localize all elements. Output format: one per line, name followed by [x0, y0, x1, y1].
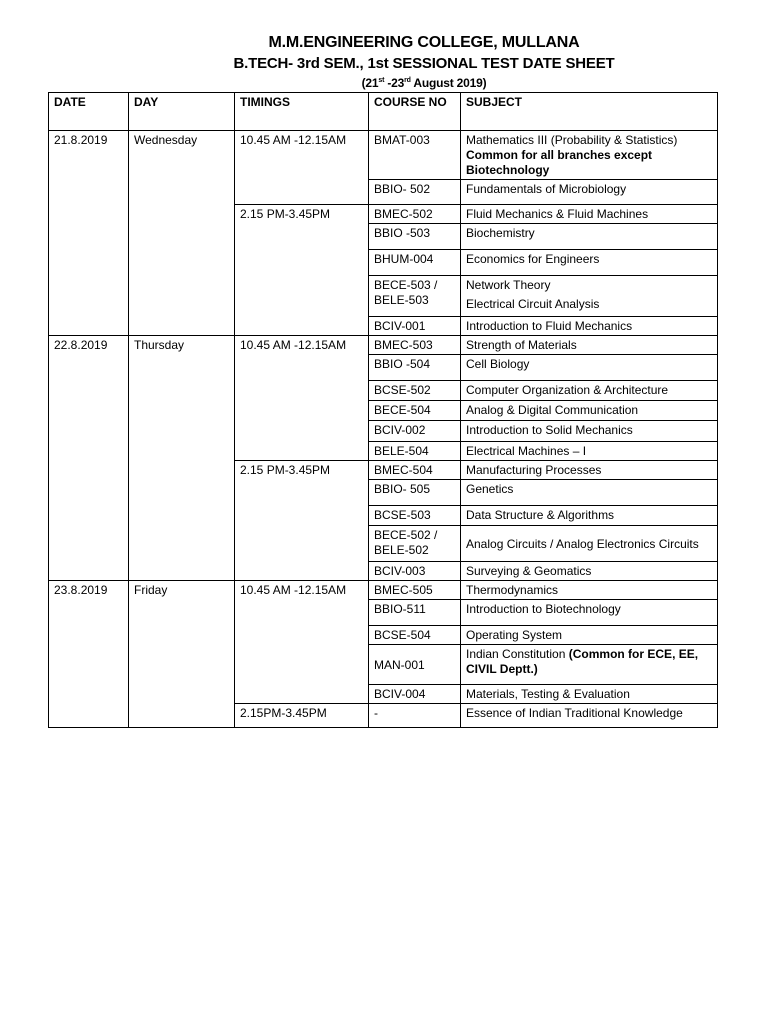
day-cell: Wednesday [129, 131, 235, 336]
course-cell: BCSE-502 [369, 381, 461, 401]
subject-cell: Introduction to Biotechnology [461, 600, 718, 626]
table-row [49, 131, 718, 180]
subject-cell: Indian Constitution (Common for ECE, EE, CIVIL Deptt.) [461, 645, 718, 685]
course-cell: BMEC-505 [369, 581, 461, 600]
course-cell: BELE-504 [369, 442, 461, 461]
subject-cell: Surveying & Geomatics [461, 562, 718, 581]
college-name: M.M.ENGINEERING COLLEGE, MULLANA [268, 34, 580, 51]
subject-cell: Cell Biology [461, 355, 718, 381]
subject-cell: Mathematics III (Probability & Statistics) Common for all branches except Biotechnology [461, 131, 718, 180]
course-cell: BBIO- 502 [369, 180, 461, 205]
subject-cell: Fluid Mechanics & Fluid Machines [461, 205, 718, 224]
day-cell: Friday [129, 581, 235, 728]
column-header-course-no: COURSE NO [369, 93, 461, 131]
date-range: (21st -23rd August 2019) [361, 76, 487, 90]
course-cell: BBIO -504 [369, 355, 461, 381]
course-cell: BCIV-002 [369, 421, 461, 442]
subject-cell: Operating System [461, 626, 718, 645]
subject-cell: Genetics [461, 480, 718, 506]
course-cell: BCIV-001 [369, 317, 461, 336]
course-cell: BHUM-004 [369, 250, 461, 276]
course-cell: BBIO -503 [369, 224, 461, 250]
course-cell: BMEC-502 [369, 205, 461, 224]
course-cell: BCSE-503 [369, 506, 461, 526]
course-cell: BECE-502 / BELE-502 [369, 526, 461, 562]
table-row [49, 581, 718, 600]
subject-cell: Introduction to Fluid Mechanics [461, 317, 718, 336]
subject-cell: Data Structure & Algorithms [461, 506, 718, 526]
column-header-day: DAY [129, 93, 235, 131]
subject-cell: Introduction to Solid Mechanics [461, 421, 718, 442]
subject-cell: Electrical Machines – I [461, 442, 718, 461]
timing-cell: 10.45 AM -12.15AM [235, 336, 369, 461]
subject-cell: Thermodynamics [461, 581, 718, 600]
course-cell: BCIV-003 [369, 562, 461, 581]
date-cell: 22.8.2019 [49, 336, 129, 581]
document-title: B.TECH- 3rd SEM., 1st SESSIONAL TEST DATE SHEET [233, 55, 615, 72]
timing-cell: 2.15 PM-3.45PM [235, 461, 369, 581]
column-header-date: DATE [49, 93, 129, 131]
column-header-timings: TIMINGS [235, 93, 369, 131]
course-cell: BCSE-504 [369, 626, 461, 645]
subject-cell: Biochemistry [461, 224, 718, 250]
course-cell: BMEC-504 [369, 461, 461, 480]
timing-cell: 2.15PM-3.45PM [235, 704, 369, 728]
course-cell: MAN-001 [369, 645, 461, 685]
timing-cell: 10.45 AM -12.15AM [235, 581, 369, 704]
subject-cell: Computer Organization & Architecture [461, 381, 718, 401]
date-cell: 23.8.2019 [49, 581, 129, 728]
subject-cell: Strength of Materials [461, 336, 718, 355]
column-header-subject: SUBJECT [461, 93, 718, 131]
course-cell: BCIV-004 [369, 685, 461, 704]
subject-cell: Essence of Indian Traditional Knowledge [461, 704, 718, 728]
subject-cell: Economics for Engineers [461, 250, 718, 276]
course-cell: BBIO-511 [369, 600, 461, 626]
timing-cell: 10.45 AM -12.15AM [235, 131, 369, 205]
course-cell: BECE-503 / BELE-503 [369, 276, 461, 317]
date-cell: 21.8.2019 [49, 131, 129, 336]
course-cell: BMEC-503 [369, 336, 461, 355]
subject-cell: Materials, Testing & Evaluation [461, 685, 718, 704]
timing-cell: 2.15 PM-3.45PM [235, 205, 369, 336]
subject-cell: Fundamentals of Microbiology [461, 180, 718, 205]
day-cell: Thursday [129, 336, 235, 581]
table-header-row [49, 93, 718, 131]
subject-cell: Network Theory Electrical Circuit Analysis [461, 276, 718, 317]
course-cell: BECE-504 [369, 401, 461, 421]
course-cell: - [369, 704, 461, 728]
course-cell: BBIO- 505 [369, 480, 461, 506]
date-sheet-table [48, 92, 718, 728]
table-row [49, 336, 718, 355]
subject-cell: Analog & Digital Communication [461, 401, 718, 421]
table-body [49, 131, 718, 728]
subject-cell: Manufacturing Processes [461, 461, 718, 480]
subject-cell: Analog Circuits / Analog Electronics Circuits [461, 526, 718, 562]
course-cell: BMAT-003 [369, 131, 461, 180]
